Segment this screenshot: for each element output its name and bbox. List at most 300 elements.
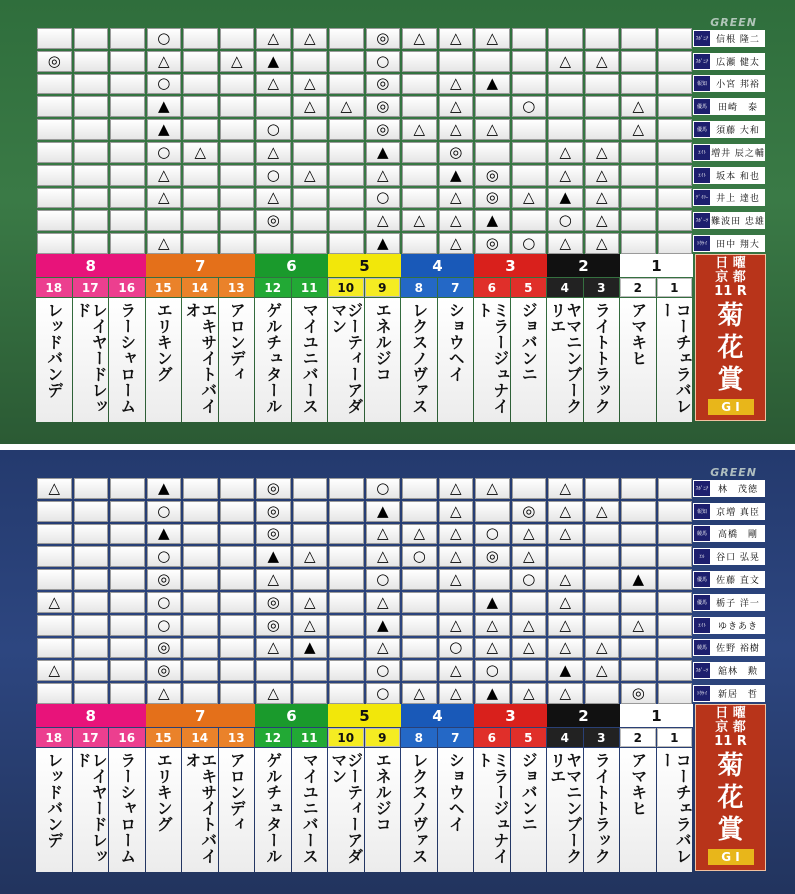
prediction-mark-cell: [256, 233, 291, 254]
prediction-mark-cell: [74, 119, 109, 140]
prediction-mark-cell: [658, 96, 693, 117]
horse-name: ゲルチュタール: [263, 752, 283, 864]
horse-name: ショウヘイ: [446, 302, 466, 382]
horse-number: 9: [365, 728, 401, 747]
prediction-mark-cell: △: [585, 638, 620, 659]
prediction-mark-cell: [183, 478, 218, 499]
horse-name: レクスノヴァス: [409, 752, 429, 864]
prediction-mark-cell: [183, 119, 218, 140]
prediction-mark-cell: [548, 96, 583, 117]
horse-number: 8: [401, 278, 437, 297]
prediction-mark-cell: △: [439, 96, 474, 117]
media-logo: ﾄｳｹｲ: [693, 685, 711, 702]
prediction-mark-cell: [621, 233, 656, 254]
prediction-mark-cell: ◎: [439, 142, 474, 163]
prediction-mark-cell: [585, 592, 620, 613]
prediction-mark-cell: [621, 188, 656, 209]
prediction-mark-cell: ▲: [366, 501, 401, 522]
prediction-mark-cell: [658, 188, 693, 209]
prediction-mark-cell: [256, 96, 291, 117]
prediction-mark-cell: ◎: [366, 119, 401, 140]
prediction-mark-cell: △: [585, 501, 620, 522]
prediction-mark-cell: ○: [402, 546, 437, 567]
horse-name-cell: [182, 748, 218, 872]
prediction-mark-cell: △: [293, 592, 328, 613]
prediction-mark-cell: △: [256, 28, 291, 49]
prediction-mark-cell: [402, 96, 437, 117]
prediction-mark-cell: [658, 660, 693, 681]
prediction-mark-cell: [74, 165, 109, 186]
expert-name: 谷口 弘晃: [711, 548, 765, 565]
horse-name: レッドバンデ: [44, 302, 64, 398]
prediction-mark-cell: [329, 615, 364, 636]
prediction-mark-cell: ○: [256, 165, 291, 186]
horse-name-cell: [146, 748, 182, 872]
prediction-mark-cell: [512, 74, 547, 95]
prediction-mark-cell: △: [548, 592, 583, 613]
prediction-mark-cell: [329, 119, 364, 140]
prediction-mark-cell: [658, 478, 693, 499]
horse-number: 2: [620, 728, 656, 747]
prediction-mark-cell: △: [366, 210, 401, 231]
expert-row: [693, 118, 765, 141]
horse-number: 18: [36, 278, 72, 297]
expert-row: [693, 568, 765, 591]
prediction-mark-cell: △: [256, 569, 291, 590]
horse-name-cell: [146, 298, 182, 422]
prediction-mark-cell: △: [439, 501, 474, 522]
prediction-mark-cell: △: [147, 165, 182, 186]
prediction-mark-cell: [220, 524, 255, 545]
prediction-mark-cell: [475, 51, 510, 72]
frame-number-header: 7: [146, 254, 256, 277]
expert-row: [693, 50, 765, 73]
prediction-mark-cell: [110, 524, 145, 545]
horse-name-cell: [584, 298, 620, 422]
prediction-mark-cell: ▲: [147, 524, 182, 545]
prediction-mark-cell: [220, 683, 255, 704]
prediction-mark-cell: [329, 524, 364, 545]
prediction-mark-cell: [402, 142, 437, 163]
prediction-mark-cell: [293, 233, 328, 254]
prediction-mark-cell: [183, 546, 218, 567]
prediction-mark-cell: [37, 233, 72, 254]
prediction-mark-cell: [402, 638, 437, 659]
prediction-mark-cell: △: [585, 233, 620, 254]
prediction-mark-cell: ▲: [475, 592, 510, 613]
frame-number-header: 1: [620, 254, 693, 277]
horse-number: 9: [365, 278, 401, 297]
expert-row: [693, 141, 765, 164]
horse-number: 6: [474, 278, 510, 297]
horse-number: 4: [547, 278, 583, 297]
media-logo: ｽﾎﾟﾆﾁ: [693, 30, 711, 47]
prediction-mark-cell: [74, 74, 109, 95]
prediction-mark-cell: ▲: [475, 74, 510, 95]
frame-number-header: 1: [620, 704, 693, 727]
expert-list: [693, 27, 765, 255]
prediction-mark-cell: [293, 683, 328, 704]
prediction-mark-cell: △: [329, 96, 364, 117]
horse-number: 14: [182, 728, 218, 747]
media-logo: 競馬: [693, 525, 711, 542]
prediction-mark-cell: [402, 569, 437, 590]
horse-number: 10: [328, 278, 364, 297]
horse-number: 8: [401, 728, 437, 747]
prediction-mark-cell: △: [439, 74, 474, 95]
expert-name: 佐藤 直文: [711, 571, 765, 588]
horse-number: 10: [328, 728, 364, 747]
prediction-mark-cell: [110, 546, 145, 567]
prediction-mark-cell: [183, 210, 218, 231]
horse-name: エリキング: [154, 752, 174, 832]
prediction-mark-cell: [293, 188, 328, 209]
prediction-mark-cell: △: [256, 683, 291, 704]
prediction-mark-cell: △: [439, 524, 474, 545]
expert-name: ゆきあき: [711, 617, 765, 634]
expert-name: 新居 哲: [711, 685, 765, 702]
prediction-mark-cell: △: [585, 210, 620, 231]
horse-name: コーチェラバレー: [657, 752, 693, 864]
prediction-mark-cell: [439, 51, 474, 72]
prediction-mark-cell: [585, 119, 620, 140]
prediction-mark-cell: [329, 210, 364, 231]
prediction-mark-cell: [512, 660, 547, 681]
prediction-mark-cell: [658, 119, 693, 140]
prediction-mark-cell: [512, 592, 547, 613]
horse-number: 11: [292, 728, 328, 747]
horse-name-cell: [438, 298, 474, 422]
horse-name-cell: [73, 298, 109, 422]
horse-name-cell: [292, 298, 328, 422]
prediction-mark-cell: [621, 142, 656, 163]
prediction-mark-cell: △: [512, 683, 547, 704]
horse-name-cell: [109, 298, 145, 422]
horse-number: 4: [547, 728, 583, 747]
prediction-mark-cell: ▲: [256, 51, 291, 72]
expert-name: 田中 翔大: [711, 235, 765, 252]
prediction-mark-cell: [183, 524, 218, 545]
prediction-mark-cell: △: [256, 188, 291, 209]
prediction-mark-cell: △: [512, 615, 547, 636]
prediction-mark-cell: [658, 74, 693, 95]
prediction-mark-cell: [110, 165, 145, 186]
frame-number-header: 2: [547, 704, 620, 727]
horse-name: ライトトラック: [592, 752, 612, 864]
prediction-mark-cell: [37, 210, 72, 231]
prediction-mark-cell: [74, 638, 109, 659]
prediction-mark-cell: △: [548, 615, 583, 636]
prediction-mark-cell: △: [147, 683, 182, 704]
prediction-mark-cell: △: [366, 165, 401, 186]
horse-number: 5: [511, 278, 547, 297]
horse-number: 12: [255, 728, 291, 747]
prediction-mark-cell: △: [293, 615, 328, 636]
horse-number: 13: [219, 278, 255, 297]
prediction-mark-cell: △: [256, 638, 291, 659]
prediction-mark-cell: [37, 524, 72, 545]
prediction-mark-cell: [220, 569, 255, 590]
media-logo: ｽﾎﾟｰﾂ: [693, 212, 711, 229]
prediction-mark-cell: [548, 119, 583, 140]
frame-number-header: 8: [36, 254, 146, 277]
prediction-mark-cell: [37, 188, 72, 209]
prediction-mark-cell: ○: [439, 638, 474, 659]
prediction-mark-cell: [183, 592, 218, 613]
prediction-mark-cell: [74, 51, 109, 72]
expert-row: [693, 209, 765, 232]
prediction-mark-cell: ▲: [475, 683, 510, 704]
expert-row: [693, 164, 765, 187]
prediction-mark-cell: △: [548, 478, 583, 499]
prediction-mark-cell: [183, 501, 218, 522]
prediction-mark-cell: [110, 119, 145, 140]
horse-number: 11: [292, 278, 328, 297]
prediction-mark-cell: △: [147, 233, 182, 254]
prediction-mark-cell: [621, 28, 656, 49]
expert-row: [693, 682, 765, 705]
prediction-mark-cell: [658, 233, 693, 254]
prediction-mark-cell: [37, 615, 72, 636]
horse-name: レイヤードレッド: [73, 302, 109, 414]
horse-name-cell: [474, 298, 510, 422]
prediction-mark-cell: ○: [366, 51, 401, 72]
prediction-mark-cell: ▲: [548, 188, 583, 209]
prediction-mark-cell: ○: [475, 660, 510, 681]
prediction-mark-cell: [585, 74, 620, 95]
prediction-mark-cell: [585, 546, 620, 567]
prediction-mark-cell: [74, 615, 109, 636]
horse-name: アロンディ: [227, 752, 247, 832]
race-name-char: 花: [717, 333, 744, 363]
frame-number-header: 5: [328, 704, 401, 727]
prediction-mark-cell: △: [548, 683, 583, 704]
prediction-mark-cell: [37, 74, 72, 95]
expert-row: [693, 477, 765, 500]
horse-name: ジーティーアダマン: [328, 302, 364, 414]
prediction-mark-cell: [402, 615, 437, 636]
prediction-mark-cell: [329, 501, 364, 522]
prediction-mark-cell: ○: [147, 142, 182, 163]
expert-row: [693, 73, 765, 96]
horse-name: ジョバンニ: [519, 752, 539, 832]
grade-badge: G I: [708, 399, 754, 415]
media-logo: 報知: [693, 75, 711, 92]
prediction-mark-cell: ▲: [256, 546, 291, 567]
horse-number: 16: [109, 278, 145, 297]
prediction-mark-cell: ○: [366, 478, 401, 499]
prediction-mark-cell: △: [439, 478, 474, 499]
prediction-mark-cell: △: [366, 546, 401, 567]
prediction-mark-cell: △: [439, 188, 474, 209]
horse-name: アロンディ: [227, 302, 247, 382]
race-number: 11 R: [714, 734, 747, 749]
race-info-panel: [695, 254, 766, 421]
horse-name: エキサイトバイオ: [182, 752, 218, 864]
horse-name: レッドバンデ: [44, 752, 64, 848]
horse-name: マイユニバース: [300, 752, 320, 864]
expert-row: [693, 614, 765, 637]
prediction-mark-cell: ▲: [147, 96, 182, 117]
prediction-mark-cell: [37, 165, 72, 186]
prediction-mark-cell: △: [475, 638, 510, 659]
horse-name: マイユニバース: [300, 302, 320, 414]
prediction-mark-cell: △: [293, 74, 328, 95]
prediction-mark-cell: △: [439, 233, 474, 254]
race-name-char: 花: [717, 783, 744, 813]
prediction-mark-cell: ◎: [475, 546, 510, 567]
prediction-mark-cell: △: [37, 478, 72, 499]
expert-name: 広瀬 健太: [711, 53, 765, 70]
prediction-mark-cell: [110, 615, 145, 636]
horse-name: エネルジコ: [373, 752, 393, 832]
expert-name: 京増 真臣: [711, 503, 765, 520]
media-logo: 優馬: [693, 121, 711, 138]
media-logo: ｴｲﾄ: [693, 617, 711, 634]
prediction-mark-cell: [329, 592, 364, 613]
horse-name-cell: [474, 748, 510, 872]
prediction-mark-cell: ▲: [293, 638, 328, 659]
prediction-mark-cell: △: [256, 74, 291, 95]
prediction-mark-cell: ◎: [256, 210, 291, 231]
prediction-mark-cell: △: [256, 142, 291, 163]
horse-name-cell: [255, 748, 291, 872]
prediction-mark-cell: [74, 28, 109, 49]
expert-name: 舘林 勲: [711, 662, 765, 679]
prediction-mark-cell: △: [475, 119, 510, 140]
prediction-mark-cell: [74, 188, 109, 209]
prediction-mark-cell: [220, 96, 255, 117]
prediction-mark-cell: [293, 210, 328, 231]
prediction-mark-cell: △: [475, 615, 510, 636]
prediction-mark-cell: ○: [147, 546, 182, 567]
prediction-mark-cell: [329, 28, 364, 49]
prediction-mark-cell: [329, 638, 364, 659]
prediction-mark-cell: [585, 28, 620, 49]
prediction-mark-cell: [512, 119, 547, 140]
prediction-mark-cell: [512, 478, 547, 499]
horse-name: ラーシャローム: [117, 302, 137, 414]
race-name-char: 賞: [717, 365, 744, 395]
prediction-mark-cell: [183, 51, 218, 72]
prediction-mark-cell: [110, 660, 145, 681]
prediction-mark-cell: [110, 51, 145, 72]
prediction-mark-cell: [110, 501, 145, 522]
prediction-mark-cell: [74, 210, 109, 231]
prediction-mark-cell: △: [439, 28, 474, 49]
prediction-mark-cell: △: [366, 592, 401, 613]
prediction-mark-cell: [37, 28, 72, 49]
prediction-mark-cell: [475, 142, 510, 163]
prediction-mark-cell: △: [621, 615, 656, 636]
media-logo: 報知: [693, 503, 711, 520]
prediction-mark-cell: [220, 233, 255, 254]
prediction-mark-cell: △: [512, 524, 547, 545]
prediction-mark-cell: [658, 28, 693, 49]
prediction-mark-cell: [74, 524, 109, 545]
prediction-mark-cell: △: [548, 638, 583, 659]
race-info-panel: [695, 704, 766, 871]
prediction-mark-grid: [36, 477, 693, 705]
prediction-panel-bottom: [0, 450, 795, 894]
prediction-mark-cell: [621, 51, 656, 72]
prediction-mark-cell: [402, 165, 437, 186]
expert-name: 高橋 剛: [711, 525, 765, 542]
prediction-mark-cell: △: [366, 638, 401, 659]
prediction-mark-cell: [220, 478, 255, 499]
race-venue: 京 都: [715, 720, 746, 735]
prediction-mark-cell: [74, 233, 109, 254]
prediction-mark-cell: ▲: [475, 210, 510, 231]
media-logo: ｴﾙ: [693, 548, 711, 565]
prediction-mark-cell: ▲: [366, 233, 401, 254]
prediction-mark-cell: △: [183, 142, 218, 163]
prediction-mark-cell: [658, 683, 693, 704]
prediction-mark-cell: ○: [366, 660, 401, 681]
prediction-mark-cell: [74, 96, 109, 117]
prediction-mark-cell: ○: [475, 524, 510, 545]
prediction-mark-cell: [293, 478, 328, 499]
prediction-mark-cell: ○: [366, 683, 401, 704]
horse-name-cell: [328, 748, 364, 872]
horse-number: 7: [438, 278, 474, 297]
horse-name: アマキヒ: [628, 302, 648, 366]
prediction-mark-cell: ○: [147, 501, 182, 522]
prediction-mark-cell: [658, 210, 693, 231]
expert-row: [693, 500, 765, 523]
expert-row: [693, 232, 765, 255]
media-logo: ｽﾎﾟﾆﾁ: [693, 53, 711, 70]
prediction-mark-cell: ▲: [366, 615, 401, 636]
media-logo: 競馬: [693, 639, 711, 656]
expert-name: 小宮 邦裕: [711, 75, 765, 92]
prediction-mark-cell: [183, 638, 218, 659]
horse-name: ジョバンニ: [519, 302, 539, 382]
prediction-mark-cell: [475, 96, 510, 117]
horse-number: 1: [657, 728, 693, 747]
prediction-mark-cell: [512, 142, 547, 163]
prediction-mark-cell: ◎: [621, 683, 656, 704]
prediction-mark-cell: △: [548, 165, 583, 186]
prediction-mark-cell: [585, 683, 620, 704]
prediction-mark-cell: △: [475, 28, 510, 49]
prediction-mark-cell: [658, 546, 693, 567]
prediction-mark-cell: [110, 569, 145, 590]
prediction-mark-cell: [329, 142, 364, 163]
expert-row: [693, 187, 765, 210]
prediction-mark-cell: ▲: [548, 660, 583, 681]
prediction-mark-cell: [293, 142, 328, 163]
horse-number: 3: [584, 728, 620, 747]
prediction-mark-cell: [183, 96, 218, 117]
prediction-mark-cell: △: [512, 638, 547, 659]
prediction-mark-cell: △: [402, 210, 437, 231]
prediction-mark-cell: △: [548, 51, 583, 72]
prediction-mark-cell: [621, 501, 656, 522]
prediction-mark-cell: △: [475, 478, 510, 499]
media-logo: ｽﾎﾟﾆﾁ: [693, 480, 711, 497]
horse-name-cell: [657, 298, 693, 422]
prediction-mark-cell: [220, 660, 255, 681]
prediction-mark-cell: ◎: [256, 524, 291, 545]
expert-row: [693, 523, 765, 546]
prediction-mark-cell: △: [439, 615, 474, 636]
prediction-mark-cell: [147, 210, 182, 231]
prediction-mark-cell: [475, 501, 510, 522]
channel-logo: GREEN: [710, 466, 757, 479]
prediction-mark-cell: [439, 592, 474, 613]
horse-name: エリキング: [154, 302, 174, 382]
